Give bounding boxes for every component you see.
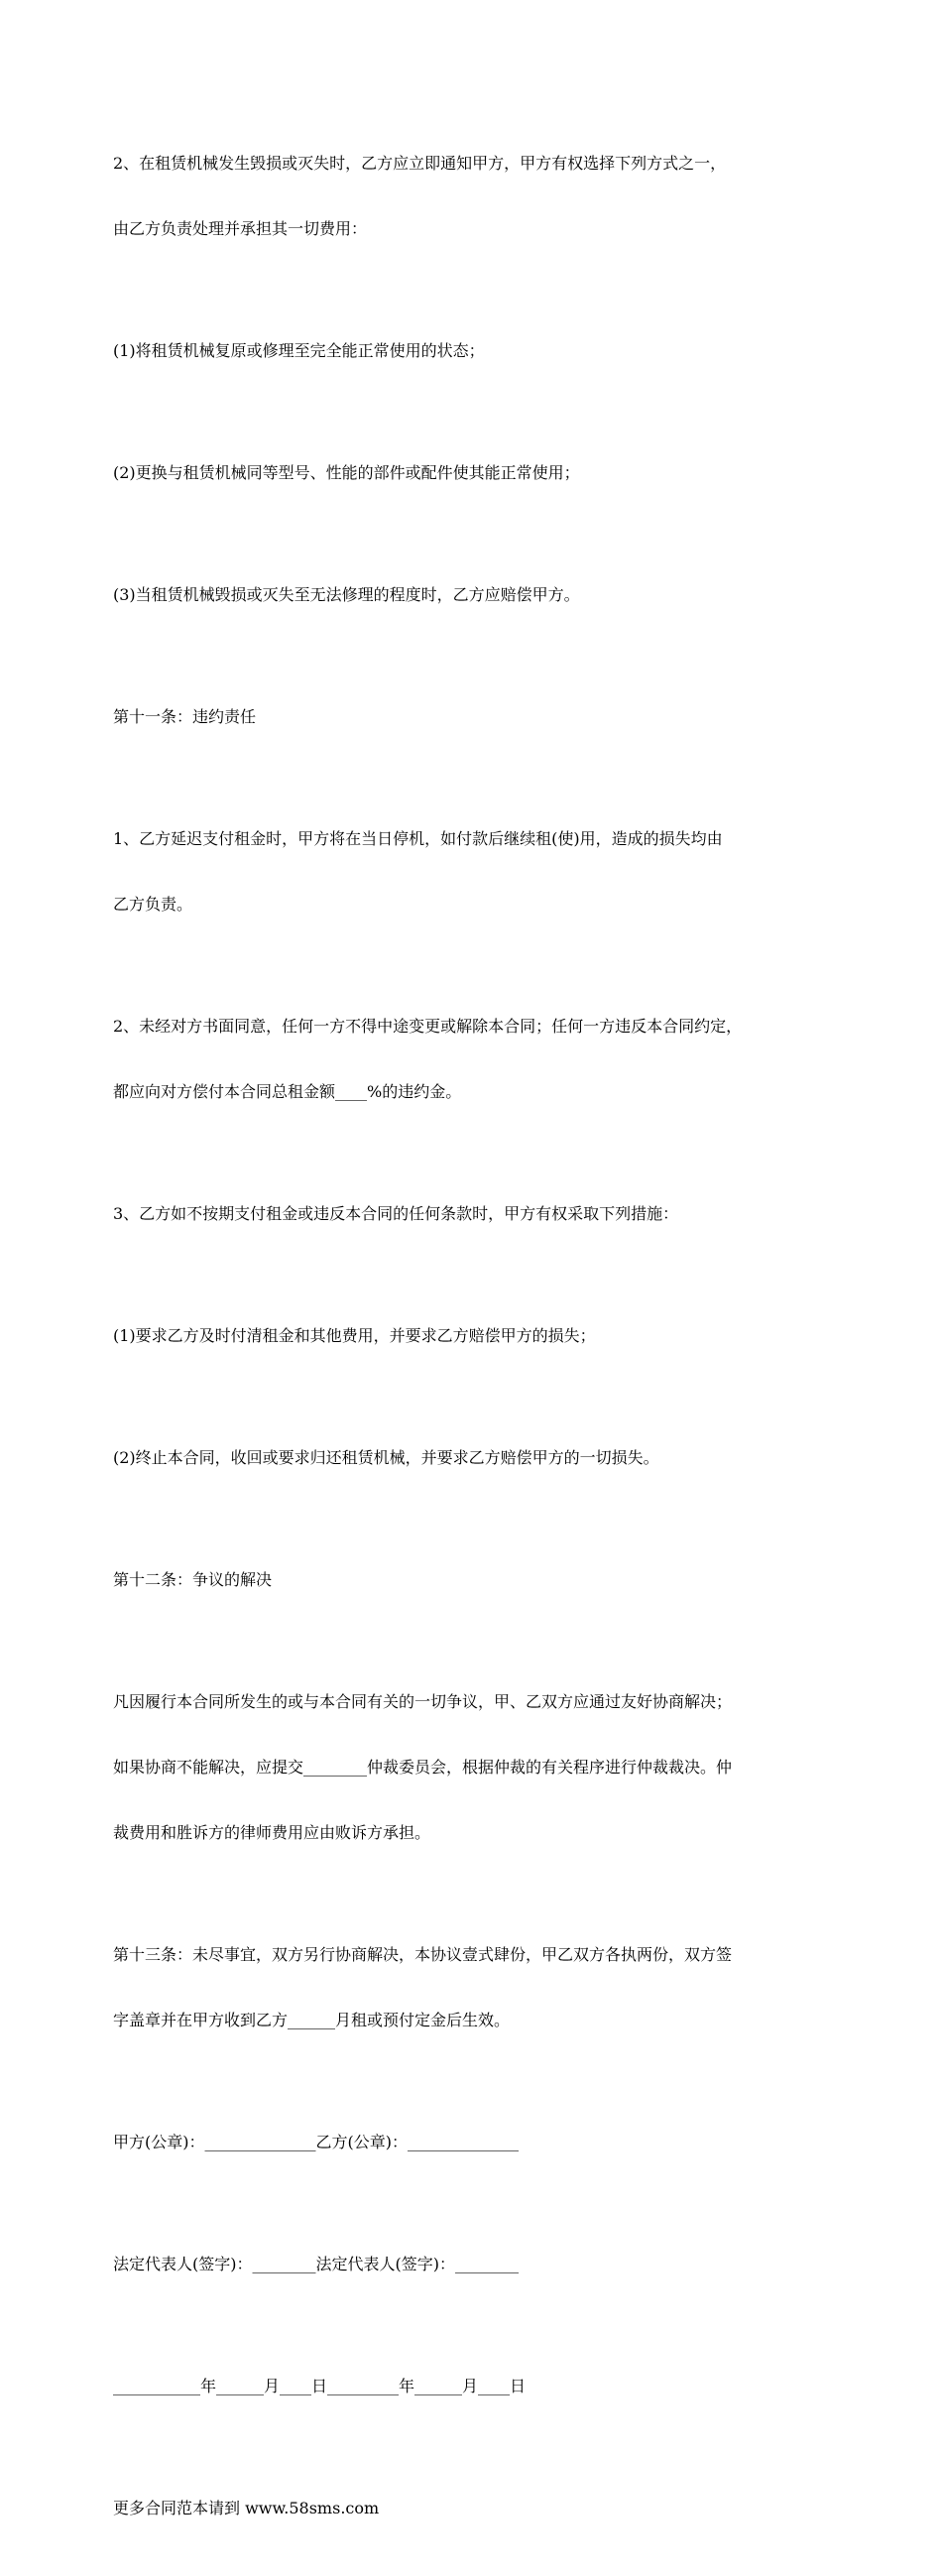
text-line: 由乙方负责处理并承担其一切费用： bbox=[113, 219, 368, 238]
text-line: 2、未经对方书面同意，任何一方不得中途变更或解除本合同；任何一方违反本合同约定， bbox=[113, 1017, 743, 1036]
article-11-heading bbox=[113, 663, 827, 772]
text-line: 第十三条：未尽事宜，双方另行协商解决，本协议壹式肆份，甲乙双方各执两份，双方签 bbox=[113, 1945, 733, 1964]
clause-damage-option-2 bbox=[113, 419, 827, 528]
article-13-clause bbox=[113, 1901, 827, 2075]
text-line: 如果协商不能解决，应提交________仲裁委员会，根据仲裁的有关程序进行仲裁裁决。仲 bbox=[113, 1758, 733, 1777]
party-seal-line bbox=[113, 2088, 827, 2197]
text-line: 第十二条：争议的解决 bbox=[113, 1570, 273, 1589]
article-12-heading bbox=[113, 1526, 827, 1635]
text-line: 甲方(公章)：______________乙方(公章)：______________ bbox=[113, 2133, 519, 2151]
text-line: (2)更换与租赁机械同等型号、性能的部件或配件使其能正常使用； bbox=[113, 463, 580, 482]
clause-remedy-2 bbox=[113, 1404, 827, 1513]
footer-more-templates bbox=[113, 2454, 827, 2563]
text-line: 乙方负责。 bbox=[113, 895, 193, 914]
text-line: 更多合同范本请到 www.58sms.com bbox=[113, 2499, 380, 2517]
clause-late-payment bbox=[113, 785, 827, 959]
clause-remedies-intro bbox=[113, 1160, 827, 1269]
clause-damage-option-1 bbox=[113, 297, 827, 406]
clause-dispute-resolution bbox=[113, 1648, 827, 1888]
text-line: 都应向对方偿付本合同总租金额____%的违约金。 bbox=[113, 1082, 462, 1101]
text-line: 3、乙方如不按期支付租金或违反本合同的任何条款时，甲方有权采取下列措施： bbox=[113, 1204, 679, 1223]
text-line: 裁费用和胜诉方的律师费用应由败诉方承担。 bbox=[113, 1823, 431, 1842]
text-line: 字盖章并在甲方收到乙方______月租或预付定金后生效。 bbox=[113, 2011, 511, 2029]
text-line: (3)当租赁机械毁损或灭失至无法修理的程度时，乙方应赔偿甲方。 bbox=[113, 585, 580, 604]
text-line: (1)要求乙方及时付清租金和其他费用，并要求乙方赔偿甲方的损失； bbox=[113, 1326, 596, 1345]
clause-remedy-1 bbox=[113, 1282, 827, 1391]
contract-page bbox=[113, 109, 827, 2576]
text-line: (1)将租赁机械复原或修理至完全能正常使用的状态； bbox=[113, 341, 485, 360]
clause-damage-intro bbox=[113, 109, 827, 284]
text-line: 法定代表人(签字)：________法定代表人(签字)：________ bbox=[113, 2255, 519, 2273]
clause-breach-penalty bbox=[113, 972, 827, 1147]
text-line: 凡因履行本合同所发生的或与本合同有关的一切争议，甲、乙双方应通过友好协商解决； bbox=[113, 1692, 733, 1711]
text-line: 2、在租赁机械发生毁损或灭失时，乙方应立即通知甲方，甲方有权选择下列方式之一， bbox=[113, 154, 727, 173]
text-line: ___________年______月____日_________年______月____日 bbox=[113, 2377, 527, 2395]
text-line: 第十一条：违约责任 bbox=[113, 707, 257, 726]
date-line bbox=[113, 2332, 827, 2441]
text-line: 1、乙方延迟支付租金时，甲方将在当日停机，如付款后继续租(使)用，造成的损失均由 bbox=[113, 829, 723, 848]
clause-damage-option-3 bbox=[113, 541, 827, 650]
text-line: (2)终止本合同，收回或要求归还租赁机械，并要求乙方赔偿甲方的一切损失。 bbox=[113, 1448, 659, 1467]
representative-signature-line bbox=[113, 2210, 827, 2319]
